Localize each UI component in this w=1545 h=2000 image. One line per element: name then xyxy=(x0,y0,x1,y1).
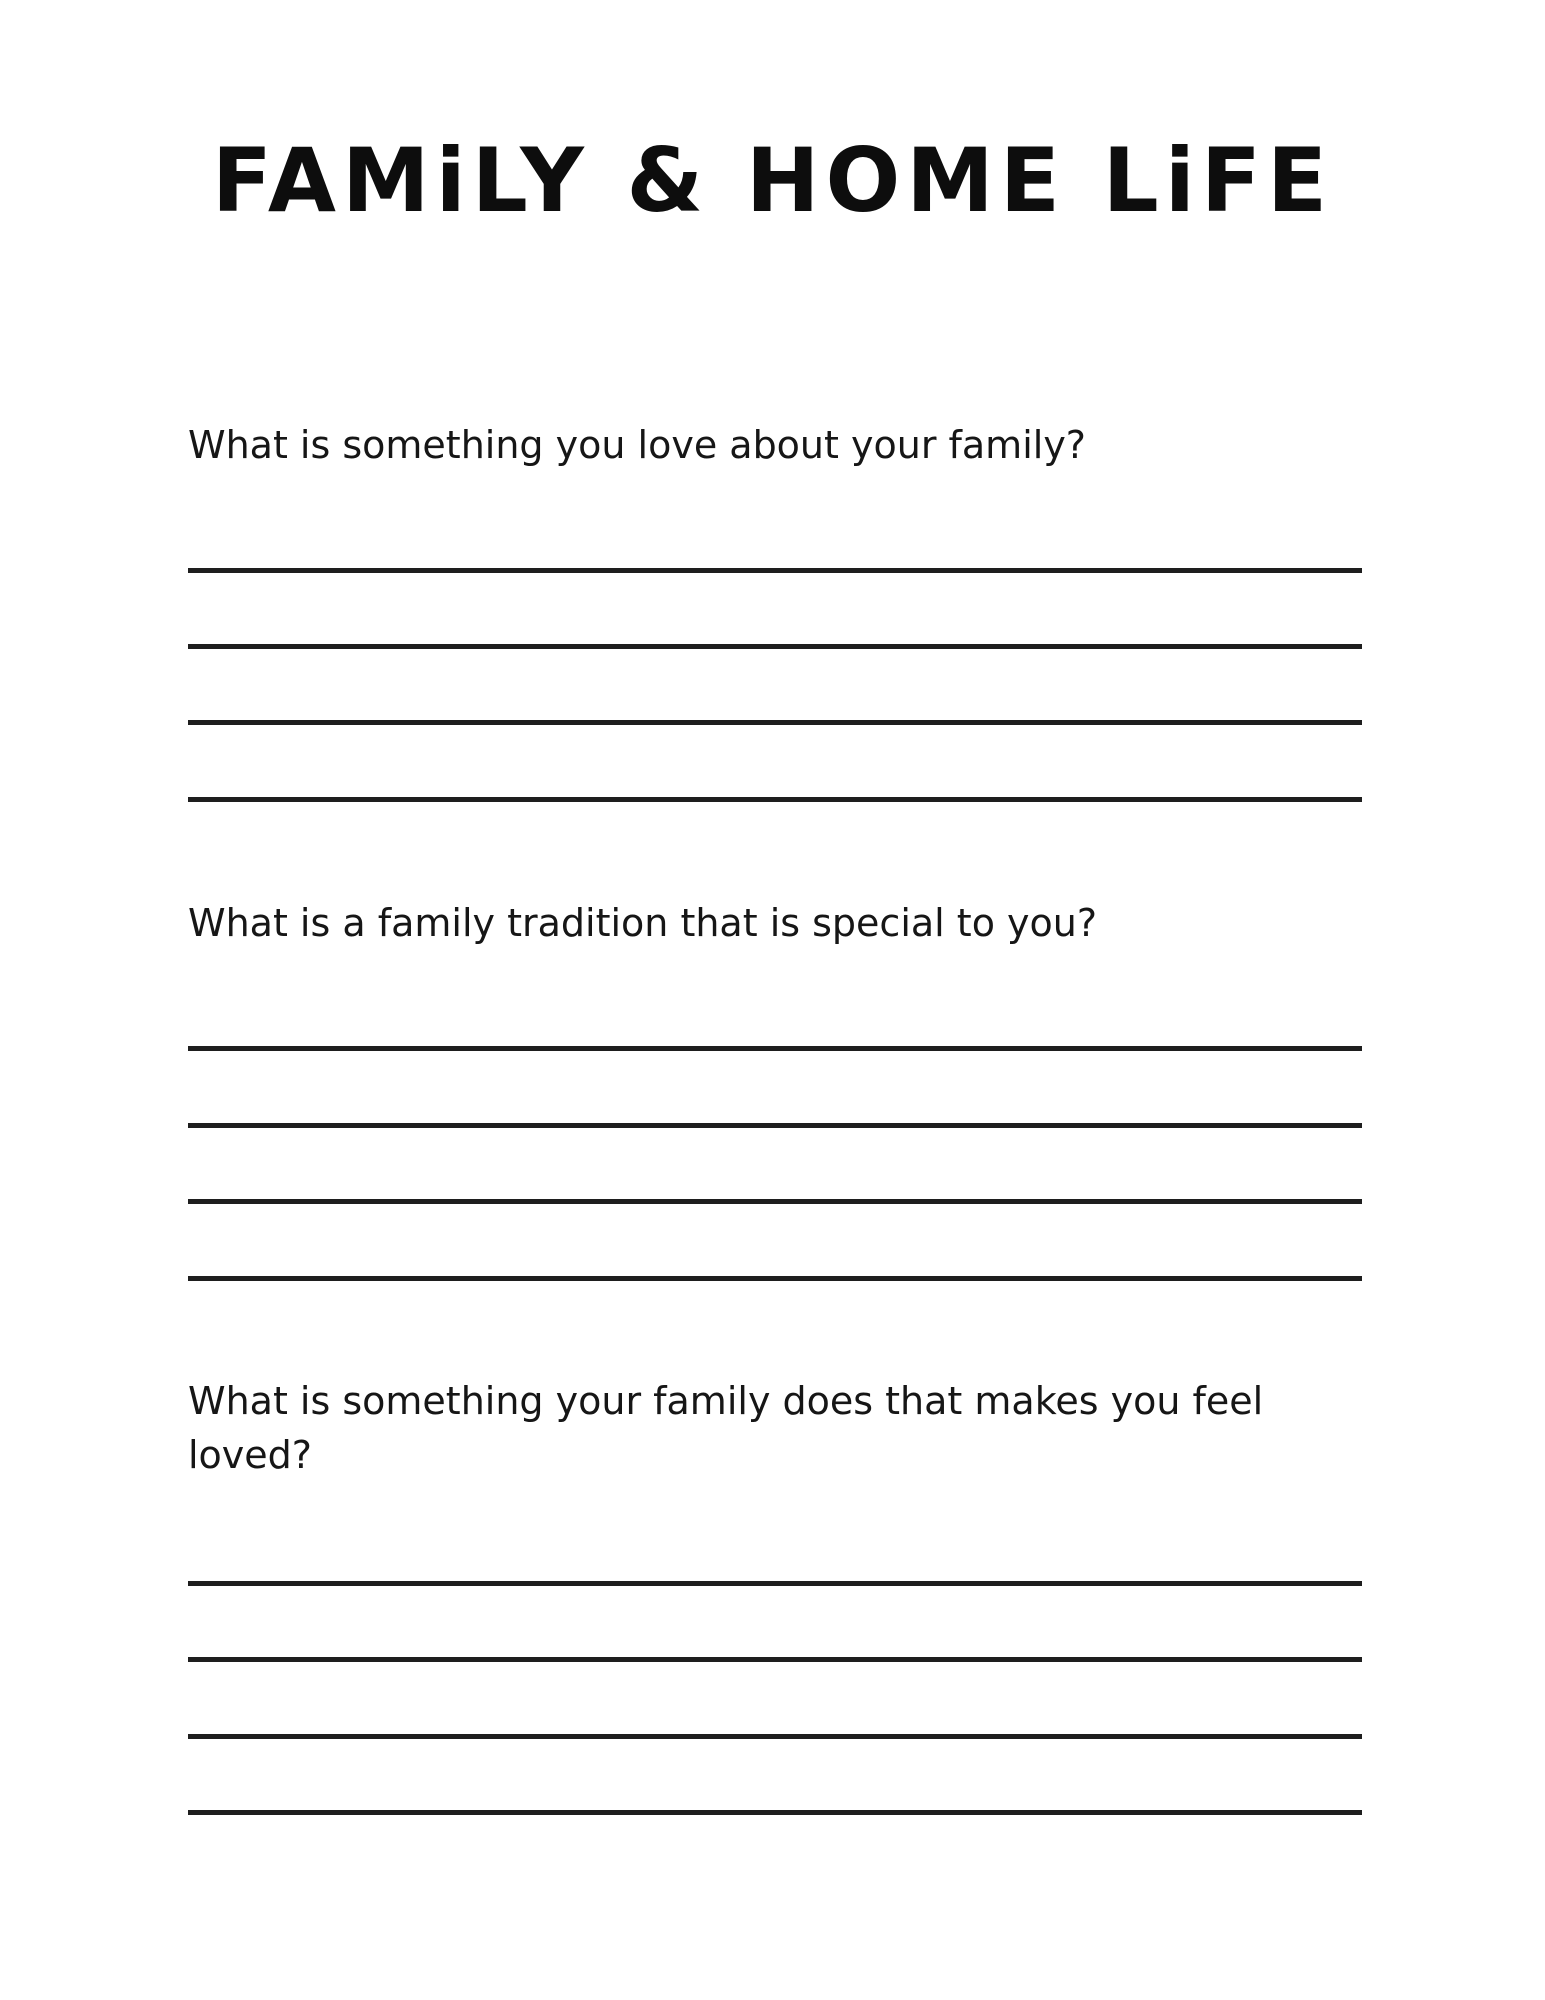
page-title: FAMiLY & HOME LiFE xyxy=(211,129,1334,232)
answer-line xyxy=(188,797,1362,802)
answer-line xyxy=(188,1657,1362,1662)
question-prompt-1: What is something you love about your family? xyxy=(188,423,1086,467)
answer-line xyxy=(188,720,1362,725)
answer-line xyxy=(188,1123,1362,1128)
answer-line xyxy=(188,1734,1362,1739)
answer-line xyxy=(188,644,1362,649)
answer-line xyxy=(188,1810,1362,1815)
question-prompt-3: What is something your family does that makes you feel loved? xyxy=(188,1379,1264,1477)
answer-line xyxy=(188,1581,1362,1586)
answer-line xyxy=(188,1276,1362,1281)
answer-line xyxy=(188,1199,1362,1204)
question-prompt-2: What is a family tradition that is special to you? xyxy=(188,901,1098,945)
answer-line xyxy=(188,568,1362,573)
answer-line xyxy=(188,1046,1362,1051)
